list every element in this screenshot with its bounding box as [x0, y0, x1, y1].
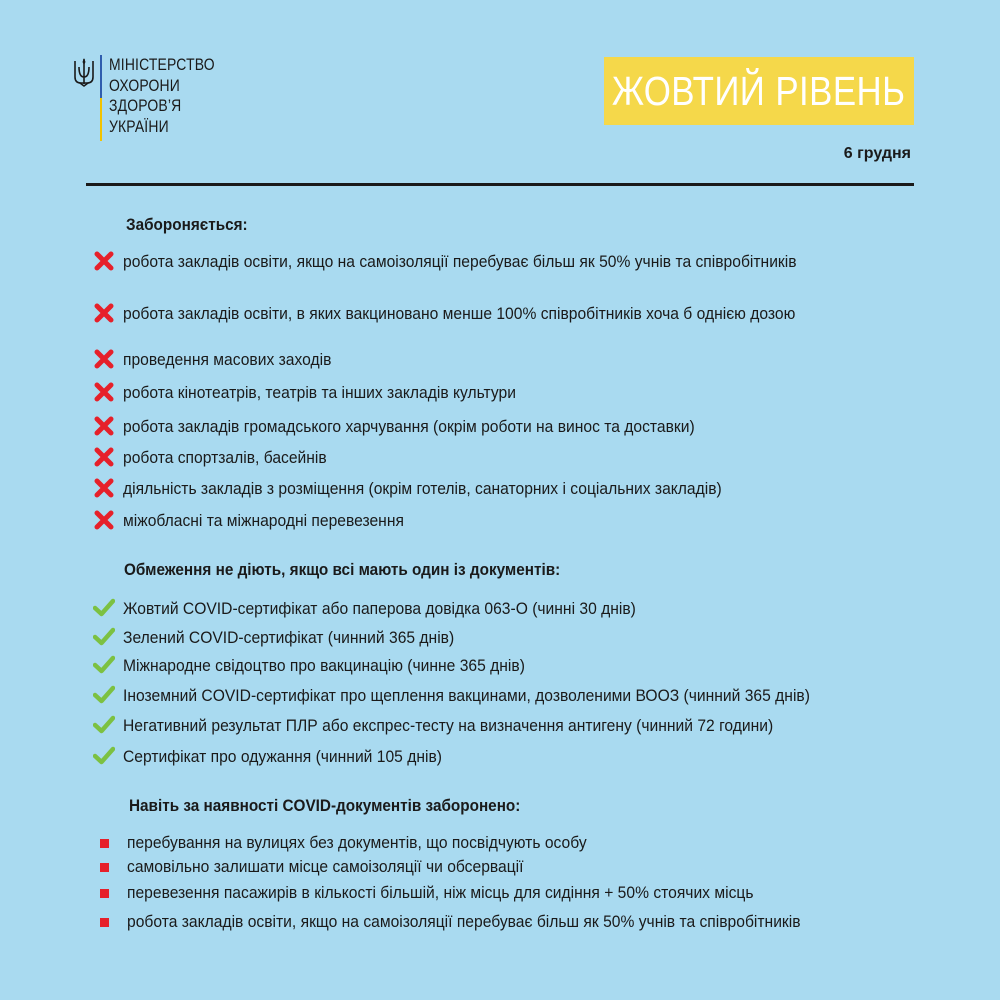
level-badge — [604, 57, 914, 125]
always-prohibited-heading-text: Навіть за наявності COVID-документів заборонено: — [129, 796, 521, 815]
prohibited-item — [93, 446, 883, 470]
logo-divider — [100, 55, 102, 141]
red-cross-icon — [93, 348, 115, 370]
level-label: ЖОВТИЙ РІВЕНЬ — [612, 67, 906, 114]
ministry-name — [109, 55, 215, 137]
always-prohibited-item-text: самовільно залишати місце самоізоляції чи обсервації — [127, 857, 524, 876]
green-check-icon — [93, 684, 115, 706]
prohibited-item-text: проведення масових заходів — [123, 350, 332, 369]
always-prohibited-item — [100, 857, 558, 877]
red-cross-icon — [93, 381, 115, 403]
header-divider — [86, 183, 914, 186]
prohibited-heading — [126, 215, 261, 235]
always-prohibited-item — [100, 883, 808, 903]
red-square-icon — [100, 889, 109, 898]
red-cross-icon — [93, 302, 115, 324]
exemption-item — [93, 684, 883, 708]
always-prohibited-item-text: перебування на вулицях без документів, що посвідчують особу — [127, 833, 587, 852]
red-cross-icon — [93, 477, 115, 499]
prohibited-heading-text: Забороняється: — [126, 215, 248, 234]
prohibited-item-text: робота закладів освіти, якщо на самоізоляції перебуває більш як 50% учнів та співробітників — [123, 252, 797, 271]
exemption-item — [93, 714, 883, 738]
prohibited-item — [93, 477, 883, 501]
red-cross-icon — [93, 250, 115, 272]
green-check-icon — [93, 654, 115, 676]
exemption-item-text: Іноземний COVID-сертифікат про щеплення вакцинами, дозволеними ВООЗ (чинний 365 днів) — [123, 686, 810, 705]
trident-icon — [73, 57, 95, 87]
red-square-icon — [100, 863, 109, 872]
prohibited-item — [93, 250, 883, 274]
exemptions-heading-text: Обмеження не діють, якщо всі мають один із документів: — [124, 560, 561, 579]
date-label: 6 грудня — [843, 145, 911, 162]
prohibited-item-text: міжобласні та міжнародні перевезення — [123, 511, 404, 530]
always-prohibited-item — [100, 833, 627, 853]
ministry-line: ЗДОРОВ’Я — [109, 96, 182, 115]
green-check-icon — [93, 597, 115, 619]
always-prohibited-heading — [129, 796, 564, 816]
always-prohibited-item-text: робота закладів освіти, якщо на самоізоляції перебуває більш як 50% учнів та співробітників — [127, 912, 801, 931]
exemption-item — [93, 597, 883, 621]
red-cross-icon — [93, 509, 115, 531]
exemption-item — [93, 654, 883, 678]
ministry-logo — [73, 55, 238, 141]
always-prohibited-item — [100, 912, 859, 932]
exemption-item-text: Зелений COVID-сертифікат (чинний 365 днів) — [123, 628, 455, 647]
green-check-icon — [93, 626, 115, 648]
exemption-item-text: Міжнародне свідоцтво про вакцинацію (чинне 365 днів) — [123, 656, 525, 675]
green-check-icon — [93, 745, 115, 767]
prohibited-item-text: робота спортзалів, басейнів — [123, 448, 327, 467]
red-cross-icon — [93, 415, 115, 437]
prohibited-item — [93, 381, 883, 405]
exemption-item-text: Негативний результат ПЛР або експрес-тесту на визначення антигену (чинний 72 години) — [123, 716, 774, 735]
exemption-item-text: Жовтий COVID-сертифікат або паперова довідка 063-О (чинні 30 днів) — [123, 599, 636, 618]
exemption-item — [93, 745, 883, 769]
red-square-icon — [100, 839, 109, 848]
always-prohibited-item-text: перевезення пасажирів в кількості більшій, ніж місць для сидіння + 50% стоячих місць — [127, 883, 754, 902]
ministry-line: ОХОРОНИ — [109, 75, 180, 95]
prohibited-item — [93, 302, 883, 326]
ministry-line: МІНІСТЕРСТВО — [109, 55, 215, 74]
prohibited-item — [93, 415, 883, 439]
prohibited-item — [93, 509, 883, 533]
red-cross-icon — [93, 446, 115, 468]
ministry-line: УКРАЇНИ — [109, 116, 169, 136]
exemption-item-text: Сертифікат про одужання (чинний 105 днів) — [123, 747, 442, 766]
exemption-item — [93, 626, 883, 650]
prohibited-item-text: робота закладів громадського харчування (окрім роботи на винос та доставки) — [123, 417, 695, 436]
red-square-icon — [100, 918, 109, 927]
prohibited-item — [93, 348, 883, 372]
exemptions-heading — [124, 560, 609, 580]
prohibited-item-text: робота кінотеатрів, театрів та інших закладів культури — [123, 383, 516, 402]
green-check-icon — [93, 714, 115, 736]
prohibited-item-text: діяльність закладів з розміщення (окрім готелів, санаторних і соціальних закладів) — [123, 479, 722, 498]
prohibited-item-text: робота закладів освіти, в яких вакциновано менше 100% співробітників хоча б однією дозою — [123, 304, 796, 323]
